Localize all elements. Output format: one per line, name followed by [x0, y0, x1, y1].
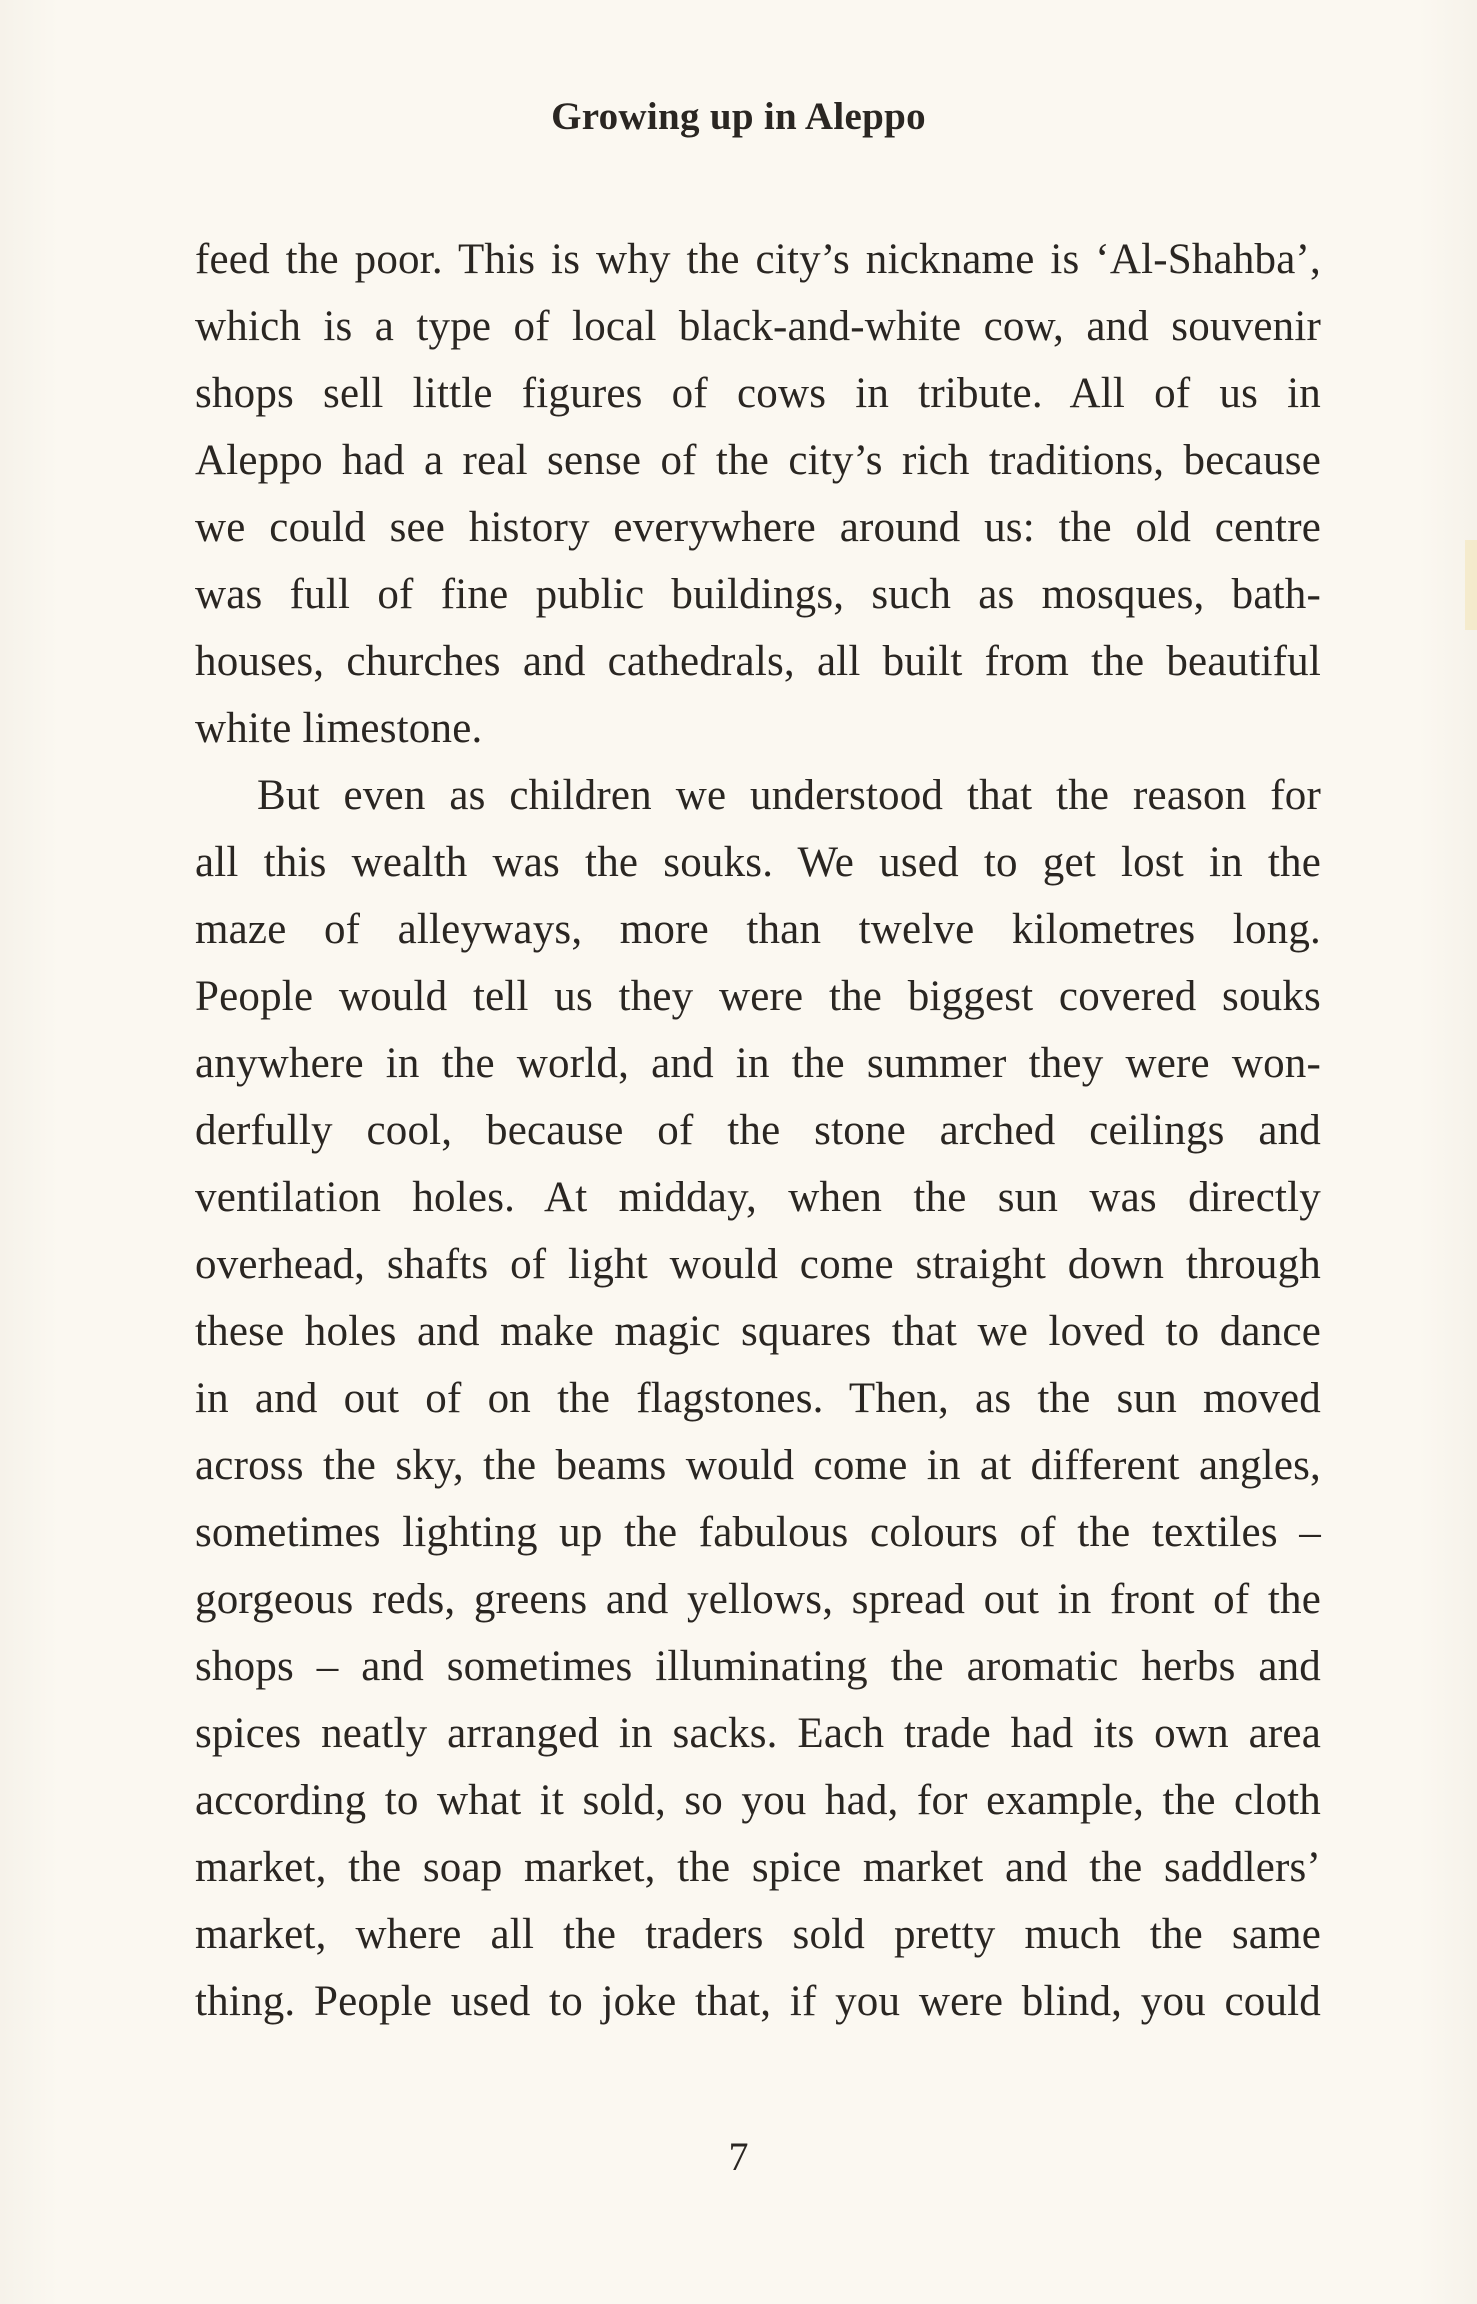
- text-line: ventilation holes. At midday, when the sun was directly: [195, 1174, 1321, 1221]
- text-line: thing. People used to joke that, if you were blind, you could: [195, 1978, 1321, 2025]
- text-line: across the sky, the beams would come in at different angles,: [195, 1442, 1321, 1489]
- text-line: market, where all the traders sold pretty much the same: [195, 1911, 1321, 1958]
- text-line: we could see history everywhere around us: the old centre: [195, 504, 1321, 551]
- text-line: shops – and sometimes illuminating the aromatic herbs and: [195, 1643, 1321, 1690]
- text-line: spices neatly arranged in sacks. Each trade had its own area: [195, 1710, 1321, 1757]
- page-edge-tint: [1465, 540, 1477, 630]
- text-line: gorgeous reds, greens and yellows, spread out in front of the: [195, 1576, 1321, 1623]
- text-line: in and out of on the flagstones. Then, as the sun moved: [195, 1375, 1321, 1422]
- text-line: these holes and make magic squares that we loved to dance: [195, 1308, 1321, 1355]
- text-line: sometimes lighting up the fabulous colours of the textiles –: [195, 1509, 1321, 1556]
- text-line: white limestone.: [195, 705, 483, 752]
- text-line: People would tell us they were the biggest covered souks: [195, 973, 1321, 1020]
- text-line: feed the poor. This is why the city’s nickname is ‘Al-Shahba’,: [195, 236, 1321, 283]
- text-line: maze of alleyways, more than twelve kilometres long.: [195, 906, 1321, 953]
- running-head: Growing up in Aleppo: [551, 95, 926, 138]
- text-line: But even as children we understood that the reason for: [257, 772, 1321, 819]
- text-line: according to what it sold, so you had, for example, the cloth: [195, 1777, 1321, 1824]
- page-number: 7: [728, 2134, 749, 2179]
- text-line: Aleppo had a real sense of the city’s rich traditions, because: [195, 437, 1321, 484]
- text-line: market, the soap market, the spice market and the saddlers’: [195, 1844, 1321, 1891]
- text-line: which is a type of local black-and-white cow, and souvenir: [195, 303, 1321, 350]
- text-line: overhead, shafts of light would come straight down through: [195, 1241, 1321, 1288]
- text-line: anywhere in the world, and in the summer they were won-: [195, 1040, 1321, 1087]
- text-line: shops sell little figures of cows in tribute. All of us in: [195, 370, 1321, 417]
- text-line: all this wealth was the souks. We used to get lost in the: [195, 839, 1321, 886]
- body-text: [195, 226, 1321, 2035]
- text-line: derfully cool, because of the stone arched ceilings and: [195, 1107, 1321, 1154]
- paragraph-2: [195, 762, 1321, 2035]
- paragraph-1: [195, 226, 1321, 762]
- text-line: was full of fine public buildings, such as mosques, bath-: [195, 571, 1321, 618]
- text-line: houses, churches and cathedrals, all built from the beautiful: [195, 638, 1321, 685]
